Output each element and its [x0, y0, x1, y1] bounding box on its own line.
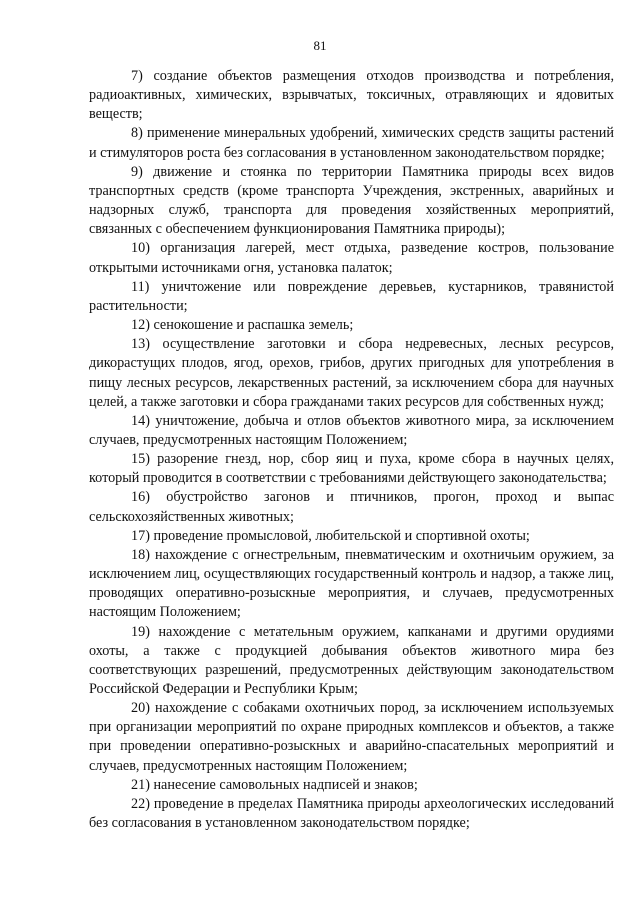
list-item: 7) создание объектов размещения отходов производства и потребления, радиоактивных, химических, взрывчатых, токсичных, отравляющих и ядовитых веществ;: [89, 68, 614, 123]
list-item: 9) движение и стоянка по территории Памятника природы всех видов транспортных средств (кроме транспорта Учреждения, экстренных, аварийных и надзорных служб, транспорта для проведения хозяйственных мероприятий, связанных с обеспечением функционирования Памятника природы);: [89, 163, 614, 238]
list-item: 11) уничтожение или повреждение деревьев, кустарников, травянистой растительности;: [89, 278, 614, 314]
page-number: 81: [313, 38, 327, 53]
list-item: 19) нахождение с метательным оружием, капканами и другими орудиями охоты, а также с продукцией добывания объектов животного мира без соответствующих разрешений, предусмотренных действующим законодательством Российской Федерации и Республики Крым;: [89, 623, 614, 697]
list-item: 10) организация лагерей, мест отдыха, разведение костров, пользование открытыми источниками огня, установка палаток;: [89, 240, 614, 276]
list-item: 8) применение минеральных удобрений, химических средств защиты растений и стимуляторов роста без согласования в установленном законодательством порядке;: [89, 125, 614, 161]
list-item: 14) уничтожение, добыча и отлов объектов животного мира, за исключением случаев, предусмотренных настоящим Положением;: [89, 412, 614, 448]
list-item: 17) проведение промысловой, любительской и спортивной охоты;: [131, 527, 530, 544]
list-item: 12) сенокошение и распашка земель;: [131, 317, 354, 334]
list-item: 18) нахождение с огнестрельным, пневматическим и охотничьим оружием, за исключением лиц, осуществляющих государственный контроль и надзор, а также лиц, проводящих оперативно-розыскные мероприятия, и случаев, предусмотренных настоящим Положением;: [89, 546, 614, 621]
document-body: [89, 67, 614, 833]
list-item: 20) нахождение с собаками охотничьих пород, за исключением используемых при организации мероприятий по охране природных комплексов и объектов, а также при проведении оперативно-розыскных и аварийно-спасательных мероприятий и случаев, предусмотренных настоящим Положением;: [89, 700, 614, 774]
list-item: 16) обустройство загонов и птичников, прогон, проход и выпас сельскохозяйственных животных;: [89, 489, 614, 525]
list-item: 22) проведение в пределах Памятника природы археологических исследований без согласования в установленном законодательством порядке;: [89, 795, 614, 832]
list-item: 13) осуществление заготовки и сбора недревесных, лесных ресурсов, дикорастущих плодов, ягод, орехов, грибов, других пригодных для употребления в пищу лесных ресурсов, лекарственных растений, за исключением сбора для научных целей, а также заготовки и сбора гражданами таких ресурсов для собственных нужд;: [89, 336, 614, 410]
list-item: 21) нанесение самовольных надписей и знаков;: [131, 776, 418, 793]
list-item: 15) разорение гнезд, нор, сбор яиц и пуха, кроме сбора в научных целях, который проводится в соответствии с требованиями действующего законодательства;: [89, 451, 614, 487]
